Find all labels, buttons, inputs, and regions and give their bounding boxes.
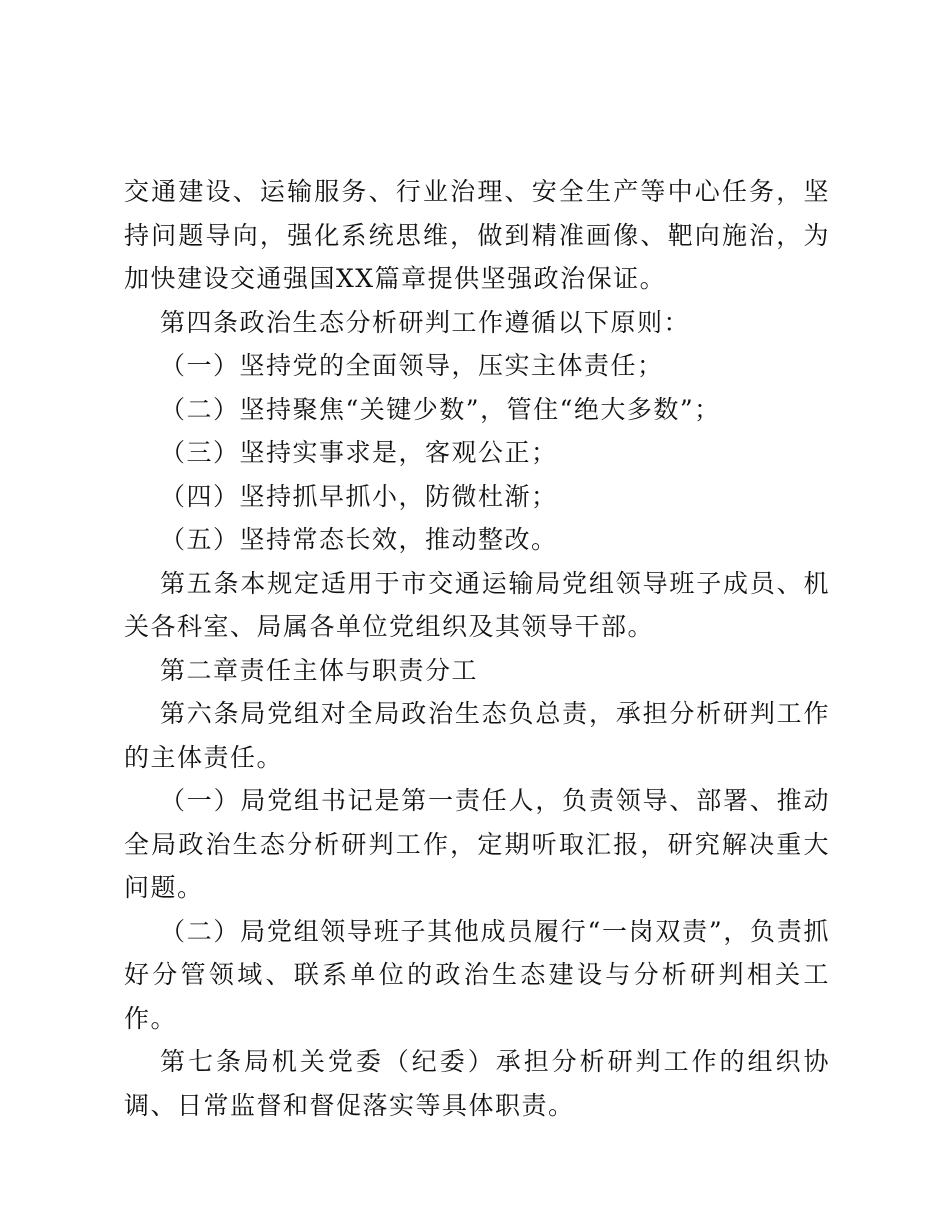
chapter-2-heading: 第二章责任主体与职责分工 [160,655,479,685]
article-6: 第六条局党组对全局政治生态负总责，承担分析研判工作的主体责任。 [124,699,830,772]
principle-item-2: （二）坚持聚焦“关键少数”，管住“绝大多数”； [160,394,721,424]
principle-item-3: （三）坚持实事求是，客观公正； [160,438,558,467]
article-6-item-1: （一）局党组书记是第一责任人，负责领导、部署、推动全局政治生态分析研判工作，定期听取汇报，研究解决重大问题。 [124,786,830,902]
article-6-item-2: （二）局党组领导班子其他成员履行“一岗双责”，负责抓好分管领域、联系单位的政治生态建设与分析研判相关工作。 [124,916,830,1033]
paragraph-continuation: 交通建设、运输服务、行业治理、安全生产等中心任务，坚持问题导向，强化系统思维，做到精准画像、靶向施治，为加快建设交通强国XX篇章提供坚强政治保证。 [124,177,830,293]
principle-item-5: （五）坚持常态长效，推动整改。 [160,525,558,554]
article-5: 第五条本规定适用于市交通运输局党组领导班子成员、机关各科室、局属各单位党组织及其领导干部。 [124,568,830,641]
article-7: 第七条局机关党委（纪委）承担分析研判工作的组织协调、日常监督和督促落实等具体职责。 [124,1047,830,1120]
principle-item-1: （一）坚持党的全面领导，压实主体责任； [160,351,664,380]
document-body [124,170,830,1127]
principle-item-4: （四）坚持抓早抓小，防微杜渐； [160,481,558,511]
article-4-heading: 第四条政治生态分析研判工作遵循以下原则： [160,307,691,337]
